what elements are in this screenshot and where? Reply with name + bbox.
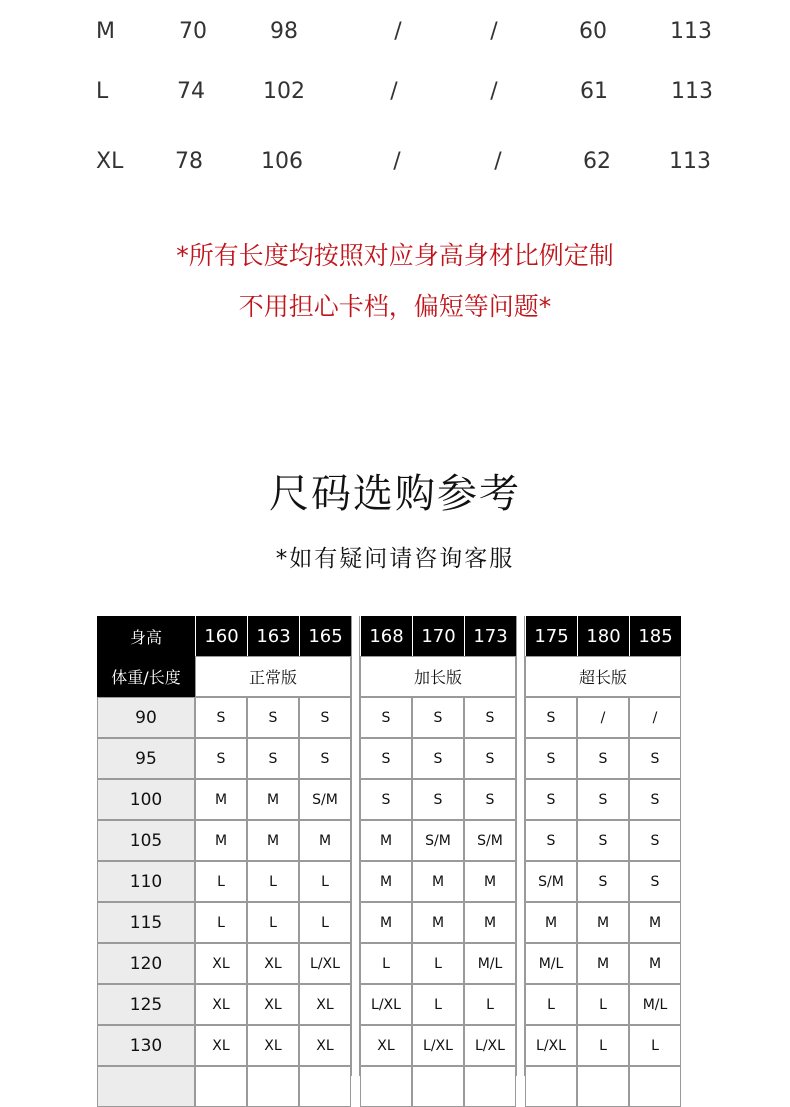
size-cell: M <box>577 902 629 943</box>
size-cell: M <box>360 861 412 902</box>
height-header: 175 <box>526 616 577 656</box>
size-cell: S <box>247 697 299 738</box>
weight-length-label: 体重/长度 <box>97 656 195 697</box>
height-header: 163 <box>248 616 299 656</box>
size-cell: M <box>247 779 299 820</box>
weight-cell: 120 <box>97 943 195 984</box>
size-label: XL <box>96 149 124 174</box>
measurement-value: / <box>393 149 401 174</box>
weight-cell: 115 <box>97 902 195 943</box>
weight-cell: 130 <box>97 1025 195 1066</box>
measurement-value: 113 <box>669 149 711 174</box>
measurement-value: 113 <box>671 79 713 104</box>
measurement-value: 113 <box>670 19 712 44</box>
height-header: 173 <box>465 616 516 656</box>
section-subtitle: *如有疑问请咨询客服 <box>275 546 515 572</box>
height-header: 160 <box>196 616 247 656</box>
group-separator <box>351 616 360 1076</box>
size-cell: L <box>360 943 412 984</box>
size-cell: L <box>247 861 299 902</box>
height-header: 168 <box>361 616 412 656</box>
size-cell: L <box>412 943 464 984</box>
measurement-value: 98 <box>270 19 298 44</box>
size-cell: L <box>195 861 247 902</box>
size-cell: L/XL <box>464 1025 516 1066</box>
size-cell: L <box>195 902 247 943</box>
size-cell: M <box>464 861 516 902</box>
size-cell: S/M <box>412 820 464 861</box>
size-cell: S <box>412 779 464 820</box>
measurement-value: 102 <box>263 79 305 104</box>
size-cell: L <box>577 1025 629 1066</box>
size-cell: / <box>629 697 681 738</box>
size-cell: L <box>629 1025 681 1066</box>
size-cell: XL <box>195 984 247 1025</box>
size-cell: L <box>299 902 351 943</box>
size-cell: S <box>412 738 464 779</box>
size-cell: S <box>577 779 629 820</box>
size-cell <box>577 1066 629 1107</box>
size-cell: / <box>577 697 629 738</box>
size-cell: S <box>525 697 577 738</box>
measurement-value: / <box>394 19 402 44</box>
size-cell: S <box>360 697 412 738</box>
size-cell <box>299 1066 351 1107</box>
size-label: L <box>96 79 109 104</box>
size-cell: S <box>525 738 577 779</box>
weight-cell: 90 <box>97 697 195 738</box>
size-cell: S <box>195 738 247 779</box>
size-cell: M <box>195 820 247 861</box>
size-cell: S <box>577 820 629 861</box>
size-cell <box>464 1066 516 1107</box>
size-cell: M/L <box>629 984 681 1025</box>
note-line-1: *所有长度均按照对应身高身材比例定制 <box>176 241 614 270</box>
size-cell: S <box>629 779 681 820</box>
size-cell: M <box>525 902 577 943</box>
size-cell: L/XL <box>360 984 412 1025</box>
size-cell: S <box>360 779 412 820</box>
size-cell: L/XL <box>299 943 351 984</box>
size-cell: XL <box>195 943 247 984</box>
size-cell <box>629 1066 681 1107</box>
size-cell: M <box>412 861 464 902</box>
size-cell: S/M <box>299 779 351 820</box>
size-cell: L/XL <box>525 1025 577 1066</box>
size-cell: M <box>629 943 681 984</box>
size-cell: XL <box>247 984 299 1025</box>
size-cell: S <box>577 738 629 779</box>
measurement-row <box>0 142 790 182</box>
weight-cell: 105 <box>97 820 195 861</box>
size-cell: S <box>464 697 516 738</box>
size-cell: S <box>299 738 351 779</box>
size-cell: S <box>629 738 681 779</box>
size-cell: L <box>464 984 516 1025</box>
height-header: 165 <box>300 616 351 656</box>
height-header: 185 <box>630 616 681 656</box>
size-chart <box>97 616 687 1076</box>
height-label: 身高 <box>97 616 195 656</box>
height-header: 180 <box>578 616 629 656</box>
size-cell: L <box>525 984 577 1025</box>
size-cell: XL <box>195 1025 247 1066</box>
size-cell: S <box>629 861 681 902</box>
size-cell: S <box>577 861 629 902</box>
size-cell: XL <box>299 984 351 1025</box>
size-cell: M <box>577 943 629 984</box>
weight-cell: 95 <box>97 738 195 779</box>
size-cell: M/L <box>464 943 516 984</box>
weight-cell: 125 <box>97 984 195 1025</box>
size-cell: S <box>412 697 464 738</box>
size-cell: M <box>195 779 247 820</box>
size-cell: M <box>629 902 681 943</box>
size-cell: M <box>464 902 516 943</box>
height-header: 170 <box>413 616 464 656</box>
measurement-value: 70 <box>179 19 207 44</box>
weight-cell: 110 <box>97 861 195 902</box>
size-cell: XL <box>299 1025 351 1066</box>
size-cell: XL <box>360 1025 412 1066</box>
measurement-value: / <box>490 79 498 104</box>
size-cell: S <box>464 779 516 820</box>
size-cell <box>412 1066 464 1107</box>
group-separator <box>516 616 525 1076</box>
size-cell: L <box>412 984 464 1025</box>
measurement-value: / <box>494 149 502 174</box>
size-cell: S <box>195 697 247 738</box>
group-name: 超长版 <box>525 656 681 697</box>
size-cell: S/M <box>525 861 577 902</box>
size-label: M <box>96 19 115 44</box>
size-cell: M <box>299 820 351 861</box>
size-cell <box>195 1066 247 1107</box>
measurement-row <box>0 12 790 52</box>
group-name: 加长版 <box>360 656 516 697</box>
measurement-value: / <box>390 79 398 104</box>
measurement-value: / <box>490 19 498 44</box>
measurement-value: 61 <box>580 79 608 104</box>
size-cell <box>360 1066 412 1107</box>
size-cell: S <box>247 738 299 779</box>
measurement-value: 106 <box>261 149 303 174</box>
measurement-value: 78 <box>175 149 203 174</box>
size-cell: XL <box>247 1025 299 1066</box>
size-cell <box>247 1066 299 1107</box>
section-title: 尺码选购参考 <box>269 471 521 517</box>
size-cell: M/L <box>525 943 577 984</box>
measurement-value: 62 <box>583 149 611 174</box>
size-cell: L <box>577 984 629 1025</box>
size-cell <box>525 1066 577 1107</box>
measurement-value: 74 <box>177 79 205 104</box>
size-cell: S <box>525 779 577 820</box>
size-cell: S <box>299 697 351 738</box>
size-cell: S <box>525 820 577 861</box>
size-cell: S/M <box>464 820 516 861</box>
size-cell: L <box>299 861 351 902</box>
weight-cell: 100 <box>97 779 195 820</box>
size-cell: M <box>412 902 464 943</box>
size-cell: M <box>247 820 299 861</box>
measurement-value: 60 <box>579 19 607 44</box>
group-name: 正常版 <box>195 656 351 697</box>
note-line-2: 不用担心卡档，偏短等问题* <box>238 292 552 321</box>
size-cell: XL <box>247 943 299 984</box>
size-cell: S <box>464 738 516 779</box>
size-cell: M <box>360 820 412 861</box>
size-cell: S <box>360 738 412 779</box>
size-cell: L <box>247 902 299 943</box>
size-cell: M <box>360 902 412 943</box>
weight-cell <box>97 1066 195 1107</box>
measurement-row <box>0 72 790 112</box>
size-cell: S <box>629 820 681 861</box>
size-cell: L/XL <box>412 1025 464 1066</box>
